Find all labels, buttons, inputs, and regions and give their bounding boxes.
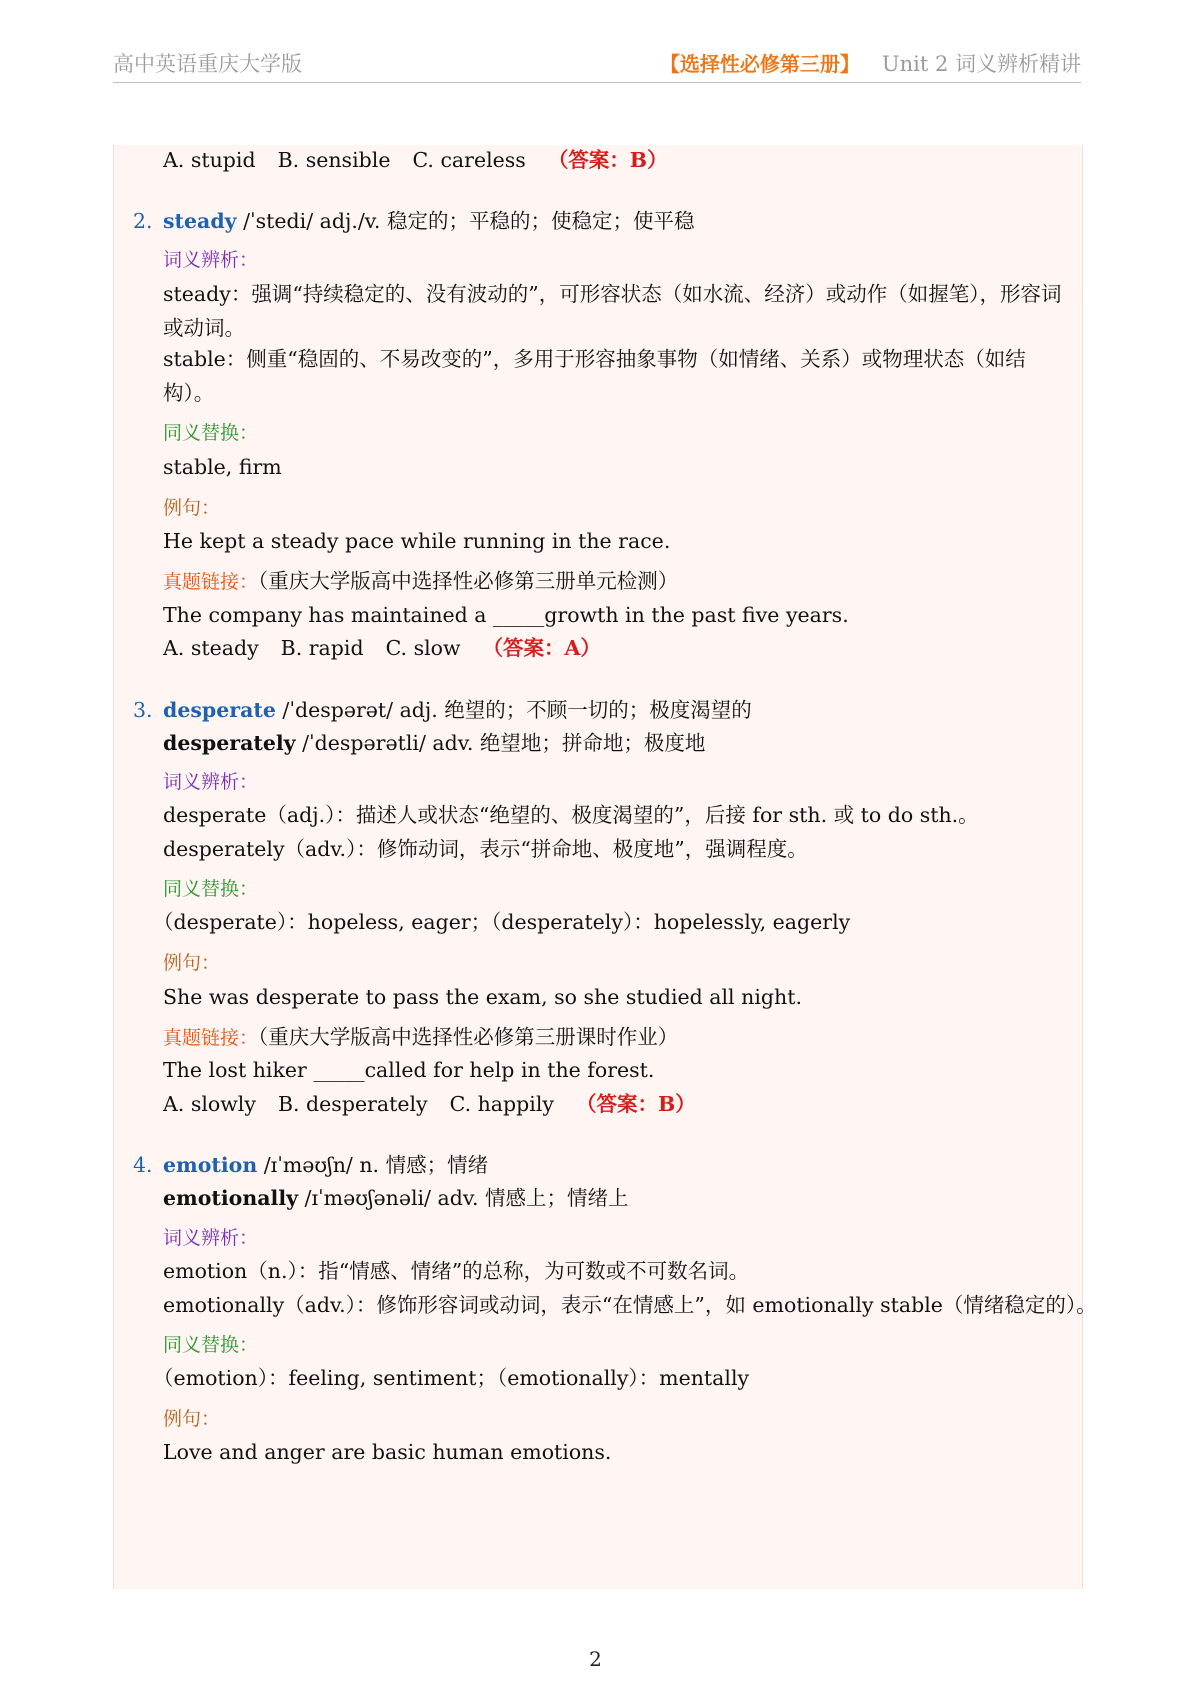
entry-number: 2. bbox=[133, 209, 153, 233]
header-unit-title: Unit 2 词义辨析精讲 bbox=[881, 52, 1081, 76]
example-label: 例句： bbox=[163, 952, 221, 974]
header-book-title: 【选择性必修第三册】 bbox=[659, 52, 860, 76]
exam-options bbox=[163, 635, 601, 661]
derived-word: emotionally bbox=[163, 1186, 299, 1210]
page-number: 2 bbox=[589, 1647, 602, 1671]
exam-link bbox=[163, 568, 678, 595]
example-sentence: She was desperate to pass the exam, so she studied all night. bbox=[163, 985, 802, 1009]
analysis-label: 词义辨析： bbox=[163, 771, 259, 793]
example-sentence: He kept a steady pace while running in the race. bbox=[163, 529, 671, 553]
analysis-text-1: emotion（n.）：指“情感、情绪”的总称，为可数或不可数名词。 bbox=[163, 1259, 750, 1283]
option-c: C. slow bbox=[385, 636, 461, 660]
option-b: B. sensible bbox=[277, 148, 391, 172]
headword-definition: /ˈdespərət/ adj. 绝望的；不顾一切的；极度渴望的 bbox=[275, 698, 752, 722]
entry-headword bbox=[163, 208, 694, 234]
entry-headword bbox=[163, 1152, 488, 1178]
entry-number: 3. bbox=[133, 698, 153, 722]
exam-link bbox=[163, 1024, 678, 1051]
answer: （答案：B） bbox=[575, 1092, 696, 1116]
header-series-title: 高中英语重庆大学版 bbox=[113, 52, 302, 76]
analysis-label: 词义辨析： bbox=[163, 1227, 259, 1249]
analysis-text-2: desperately（adv.）：修饰动词，表示“拼命地、极度地”，强调程度。 bbox=[163, 837, 808, 861]
synonyms: （emotion）：feeling, sentiment；（emotionally）：mentally bbox=[153, 1366, 750, 1390]
derived-word: desperately bbox=[163, 731, 296, 755]
option-b: B. rapid bbox=[280, 636, 364, 660]
analysis-text-2: emotionally（adv.）：修饰形容词或动词，表示“在情感上”，如 emotionally stable（情绪稳定的）。 bbox=[163, 1293, 1097, 1317]
entry-headword-derived bbox=[163, 1185, 629, 1211]
analysis-text-1: desperate（adj.）：描述人或状态“绝望的、极度渴望的”，后接 for sth. 或 to do sth.。 bbox=[163, 803, 979, 827]
answer: （答案：B） bbox=[547, 148, 668, 172]
exam-question: The company has maintained a _____growth in the past five years. bbox=[163, 603, 849, 627]
synonym-label: 同义替换： bbox=[163, 1334, 259, 1356]
option-c: C. happily bbox=[449, 1092, 554, 1116]
page-header bbox=[113, 44, 1081, 83]
option-b: B. desperately bbox=[277, 1092, 428, 1116]
exam-question: The lost hiker _____called for help in the forest. bbox=[163, 1058, 655, 1082]
option-c: C. careless bbox=[412, 148, 526, 172]
example-label: 例句： bbox=[163, 1408, 221, 1430]
exam-link-label: 真题链接： bbox=[163, 1027, 259, 1049]
exam-link-label: 真题链接： bbox=[163, 571, 259, 593]
headword: steady bbox=[163, 209, 237, 233]
headword-definition: /ɪˈməʊʃn/ n. 情感；情绪 bbox=[257, 1153, 489, 1177]
option-a: A. slowly bbox=[163, 1092, 256, 1116]
analysis-text-1: steady：强调“持续稳定的、没有波动的”，可形容状态（如水流、经济）或动作（如握笔），形容词或动词。 bbox=[163, 282, 1062, 340]
header-right bbox=[660, 48, 1081, 78]
headword: desperate bbox=[163, 698, 276, 722]
option-a: A. steady bbox=[163, 636, 259, 660]
derived-definition: /ɪˈməʊʃənəli/ adv. 情感上；情绪上 bbox=[298, 1186, 629, 1210]
answer: （答案：A） bbox=[482, 636, 601, 660]
entry-headword-derived bbox=[163, 730, 705, 756]
analysis-label: 词义辨析： bbox=[163, 249, 259, 271]
synonym-label: 同义替换： bbox=[163, 878, 259, 900]
derived-definition: /ˈdespərətli/ adv. 绝望地；拼命地；极度地 bbox=[295, 731, 706, 755]
synonyms: stable, firm bbox=[163, 455, 282, 479]
entry-number: 4. bbox=[133, 1153, 153, 1177]
synonym-label: 同义替换： bbox=[163, 422, 259, 444]
synonyms: （desperate）：hopeless, eager；（desperately）：hopelessly, eagerly bbox=[153, 910, 851, 934]
exam-options bbox=[163, 1091, 696, 1117]
exam-link-source: （重庆大学版高中选择性必修第三册课时作业） bbox=[258, 1025, 679, 1049]
previous-options bbox=[163, 147, 668, 173]
example-label: 例句： bbox=[163, 497, 221, 519]
headword-definition: /ˈstedi/ adj./v. 稳定的；平稳的；使稳定；使平稳 bbox=[236, 209, 695, 233]
exam-link-source: （重庆大学版高中选择性必修第三册单元检测） bbox=[258, 569, 679, 593]
example-sentence: Love and anger are basic human emotions. bbox=[163, 1440, 612, 1464]
option-a: A. stupid bbox=[163, 148, 256, 172]
headword: emotion bbox=[163, 1153, 258, 1177]
entry-headword bbox=[163, 697, 752, 723]
analysis-text-2: stable：侧重“稳固的、不易改变的”，多用于形容抽象事物（如情绪、关系）或物理状态（如结构）。 bbox=[163, 347, 1026, 405]
